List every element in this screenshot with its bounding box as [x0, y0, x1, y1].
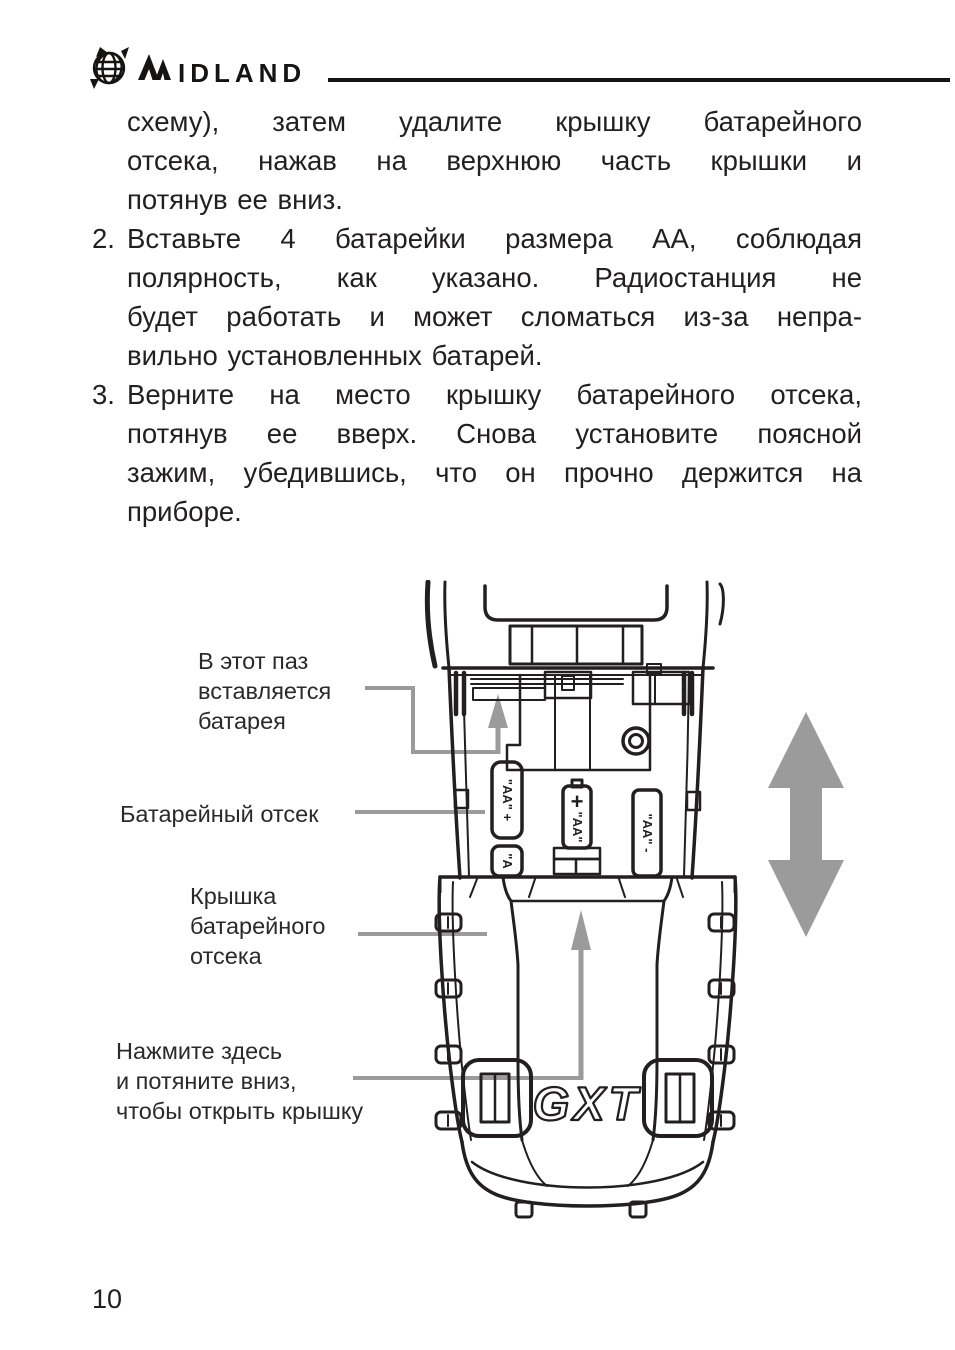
instruction-line: Верните на место крышку батарейного отсека,	[127, 379, 862, 410]
battery-compartment	[449, 664, 703, 878]
leader-lines	[353, 688, 581, 1078]
step-number: 3.	[92, 379, 115, 410]
diagram-label-battery-slot: В этот паз вставляется батарея	[198, 648, 332, 734]
instruction-step-1-continued	[92, 102, 862, 219]
cover-foot-left	[516, 1202, 532, 1217]
radio-back-diagram	[100, 580, 860, 1250]
screw-hole	[623, 728, 649, 754]
instruction-line: будет работать и может сломаться из-за непра-	[127, 301, 862, 332]
instruction-step-2	[92, 219, 862, 375]
brand-m-glyph	[138, 54, 176, 80]
diagram-label-battery-compartment: Батарейный отсек	[120, 801, 319, 827]
instruction-line: полярность, как указано. Радиостанция не	[127, 262, 862, 293]
instruction-line: зажим, убедившись, что он прочно держится на	[127, 457, 862, 488]
header-rule	[328, 78, 950, 82]
top-housing	[485, 586, 667, 620]
instruction-line: вильно установленных батарей.	[127, 340, 543, 371]
radio-outline	[427, 582, 735, 1217]
step-number: 2.	[92, 223, 115, 254]
battery-right-label: "AA" -	[640, 813, 655, 853]
gxt-logo-text: GXT	[532, 1077, 642, 1130]
instruction-step-3	[92, 375, 862, 531]
battery-middle-label: "AA"	[570, 811, 585, 843]
gray-arrows	[488, 694, 844, 1080]
double-arrow-icon	[768, 712, 844, 937]
battery-cover	[436, 877, 736, 1217]
instruction-line: потянув ее вниз.	[127, 184, 343, 215]
globe-icon	[88, 45, 134, 93]
page-header	[88, 44, 868, 92]
page-number: 10	[92, 1284, 123, 1314]
instruction-line: Вставьте 4 батарейки размера АА, соблюдая	[127, 223, 862, 254]
battery-left-lower-label: "A	[500, 853, 515, 869]
plus-terminal-icon: +	[570, 789, 584, 814]
instruction-line: потянув ее вверх. Снова установите поясной	[127, 418, 862, 449]
instruction-line: отсека, нажав на верхнюю часть крышки и	[127, 145, 862, 176]
instruction-line: приборе.	[127, 496, 242, 527]
instructions-list	[92, 102, 862, 531]
instruction-line: схему), затем удалите крышку батарейного	[127, 106, 862, 137]
leader-line-battery-slot	[365, 688, 498, 752]
diagram-label-press-here: Нажмите здесь и потяните вниз, чтобы открыть крышку	[116, 1038, 364, 1124]
up-arrow-slot	[488, 694, 508, 754]
diagram-label-battery-cover: Крышка батарейного отсека	[190, 883, 326, 969]
up-arrow-cover-slide	[571, 910, 591, 1080]
brand-wordmark: IDLAND	[178, 58, 307, 88]
battery-left-label: "AA" +	[500, 778, 515, 822]
antenna-edge	[427, 582, 435, 666]
